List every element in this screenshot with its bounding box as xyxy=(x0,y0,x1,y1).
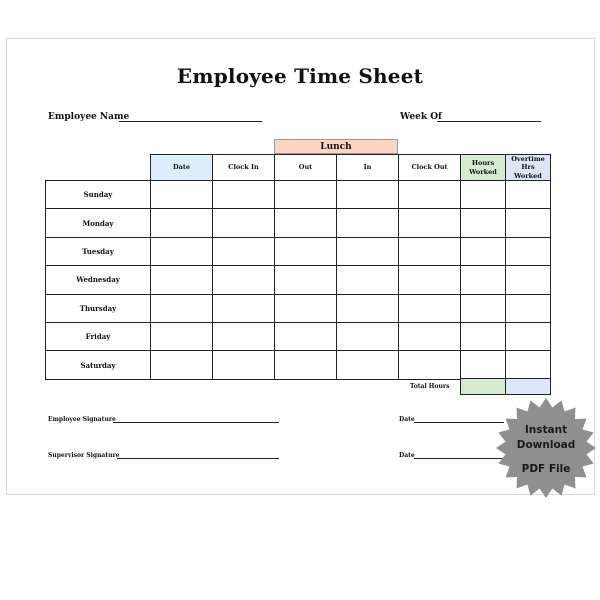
hours-worked-cell[interactable] xyxy=(461,237,506,265)
column-header-clock-in xyxy=(212,154,275,181)
overtime-cell[interactable] xyxy=(506,351,551,379)
hours-worked-cell[interactable] xyxy=(461,181,506,209)
date-cell[interactable] xyxy=(151,266,213,294)
day-label: Wednesday xyxy=(46,266,151,294)
clock-out-cell[interactable] xyxy=(399,237,461,265)
total-hours-label: Total Hours xyxy=(410,383,450,390)
table-row xyxy=(46,322,551,350)
date-cell[interactable] xyxy=(151,209,213,237)
employee-date-field[interactable] xyxy=(414,422,504,423)
lunch-group-header xyxy=(274,139,398,154)
total-overtime-cell[interactable] xyxy=(505,378,551,395)
employee-signature-field[interactable] xyxy=(113,422,279,423)
lunch-in-cell[interactable] xyxy=(337,237,399,265)
employee-date-label: Date xyxy=(399,416,415,423)
hours-worked-cell[interactable] xyxy=(461,322,506,350)
lunch-in-cell[interactable] xyxy=(337,351,399,379)
table-row xyxy=(46,294,551,322)
clock-in-cell[interactable] xyxy=(213,237,275,265)
day-label: Saturday xyxy=(46,351,151,379)
table-row xyxy=(46,181,551,209)
lunch-in-cell[interactable] xyxy=(337,266,399,294)
column-header-clock-out xyxy=(398,154,461,181)
badge-line-3: PDF File xyxy=(521,463,571,475)
lunch-out-cell[interactable] xyxy=(275,294,337,322)
column-header-hours-worked xyxy=(460,154,506,181)
lunch-out-cell[interactable] xyxy=(275,266,337,294)
date-cell[interactable] xyxy=(151,294,213,322)
hours-worked-cell[interactable] xyxy=(461,266,506,294)
day-label: Sunday xyxy=(46,181,151,209)
column-header-lunch-out xyxy=(274,154,337,181)
lunch-in-cell[interactable] xyxy=(337,322,399,350)
overtime-cell[interactable] xyxy=(506,266,551,294)
table-row xyxy=(46,266,551,294)
lunch-label: Lunch xyxy=(320,141,352,152)
week-of-label: Week Of xyxy=(400,112,442,122)
lunch-in-cell[interactable] xyxy=(337,181,399,209)
table-row xyxy=(46,351,551,379)
column-header-clock-out-label: Clock Out xyxy=(411,163,448,172)
overtime-cell[interactable] xyxy=(506,237,551,265)
clock-in-cell[interactable] xyxy=(213,351,275,379)
hours-worked-cell[interactable] xyxy=(461,294,506,322)
clock-out-cell[interactable] xyxy=(399,294,461,322)
clock-in-cell[interactable] xyxy=(213,181,275,209)
clock-in-cell[interactable] xyxy=(213,322,275,350)
column-header-clock-in-label: Clock In xyxy=(228,163,259,172)
lunch-out-cell[interactable] xyxy=(275,181,337,209)
overtime-cell[interactable] xyxy=(506,322,551,350)
time-sheet-table xyxy=(45,180,551,380)
clock-out-cell[interactable] xyxy=(399,351,461,379)
supervisor-date-field[interactable] xyxy=(414,458,504,459)
column-header-hours-worked-label: Hours Worked xyxy=(469,159,497,176)
supervisor-signature-label: Supervisor Signature xyxy=(48,452,120,459)
date-cell[interactable] xyxy=(151,181,213,209)
supervisor-date-label: Date xyxy=(399,452,415,459)
lunch-in-cell[interactable] xyxy=(337,209,399,237)
lunch-out-cell[interactable] xyxy=(275,322,337,350)
table-row xyxy=(46,237,551,265)
table-row xyxy=(46,209,551,237)
overtime-cell[interactable] xyxy=(506,209,551,237)
day-label: Monday xyxy=(46,209,151,237)
lunch-out-cell[interactable] xyxy=(275,209,337,237)
day-label: Friday xyxy=(46,322,151,350)
clock-in-cell[interactable] xyxy=(213,266,275,294)
week-of-field[interactable] xyxy=(437,121,541,122)
day-label: Thursday xyxy=(46,294,151,322)
badge-line-2: Download xyxy=(516,439,576,451)
clock-in-cell[interactable] xyxy=(213,294,275,322)
supervisor-signature-field[interactable] xyxy=(117,458,279,459)
column-header-lunch-out-label: Out xyxy=(298,163,313,172)
date-cell[interactable] xyxy=(151,351,213,379)
column-header-lunch-in xyxy=(336,154,399,181)
overtime-cell[interactable] xyxy=(506,181,551,209)
overtime-cell[interactable] xyxy=(506,294,551,322)
lunch-out-cell[interactable] xyxy=(275,351,337,379)
column-header-date-label: Date xyxy=(173,163,190,172)
column-header-date xyxy=(150,154,213,181)
employee-name-label: Employee Name xyxy=(48,112,130,122)
clock-out-cell[interactable] xyxy=(399,266,461,294)
clock-out-cell[interactable] xyxy=(399,209,461,237)
date-cell[interactable] xyxy=(151,322,213,350)
lunch-out-cell[interactable] xyxy=(275,237,337,265)
employee-name-field[interactable] xyxy=(119,121,262,122)
clock-out-cell[interactable] xyxy=(399,322,461,350)
column-header-overtime xyxy=(505,154,551,181)
page-title: Employee Time Sheet xyxy=(176,64,424,88)
column-header-overtime-label: Overtime Hrs Worked xyxy=(511,155,545,180)
hours-worked-cell[interactable] xyxy=(461,351,506,379)
employee-signature-label: Employee Signature xyxy=(48,416,116,423)
clock-in-cell[interactable] xyxy=(213,209,275,237)
day-label: Tuesday xyxy=(46,237,151,265)
total-hours-worked-cell[interactable] xyxy=(460,378,506,395)
lunch-in-cell[interactable] xyxy=(337,294,399,322)
column-header-lunch-in-label: In xyxy=(363,163,372,172)
hours-worked-cell[interactable] xyxy=(461,209,506,237)
badge-line-1: Instant xyxy=(524,424,568,436)
clock-out-cell[interactable] xyxy=(399,181,461,209)
date-cell[interactable] xyxy=(151,237,213,265)
